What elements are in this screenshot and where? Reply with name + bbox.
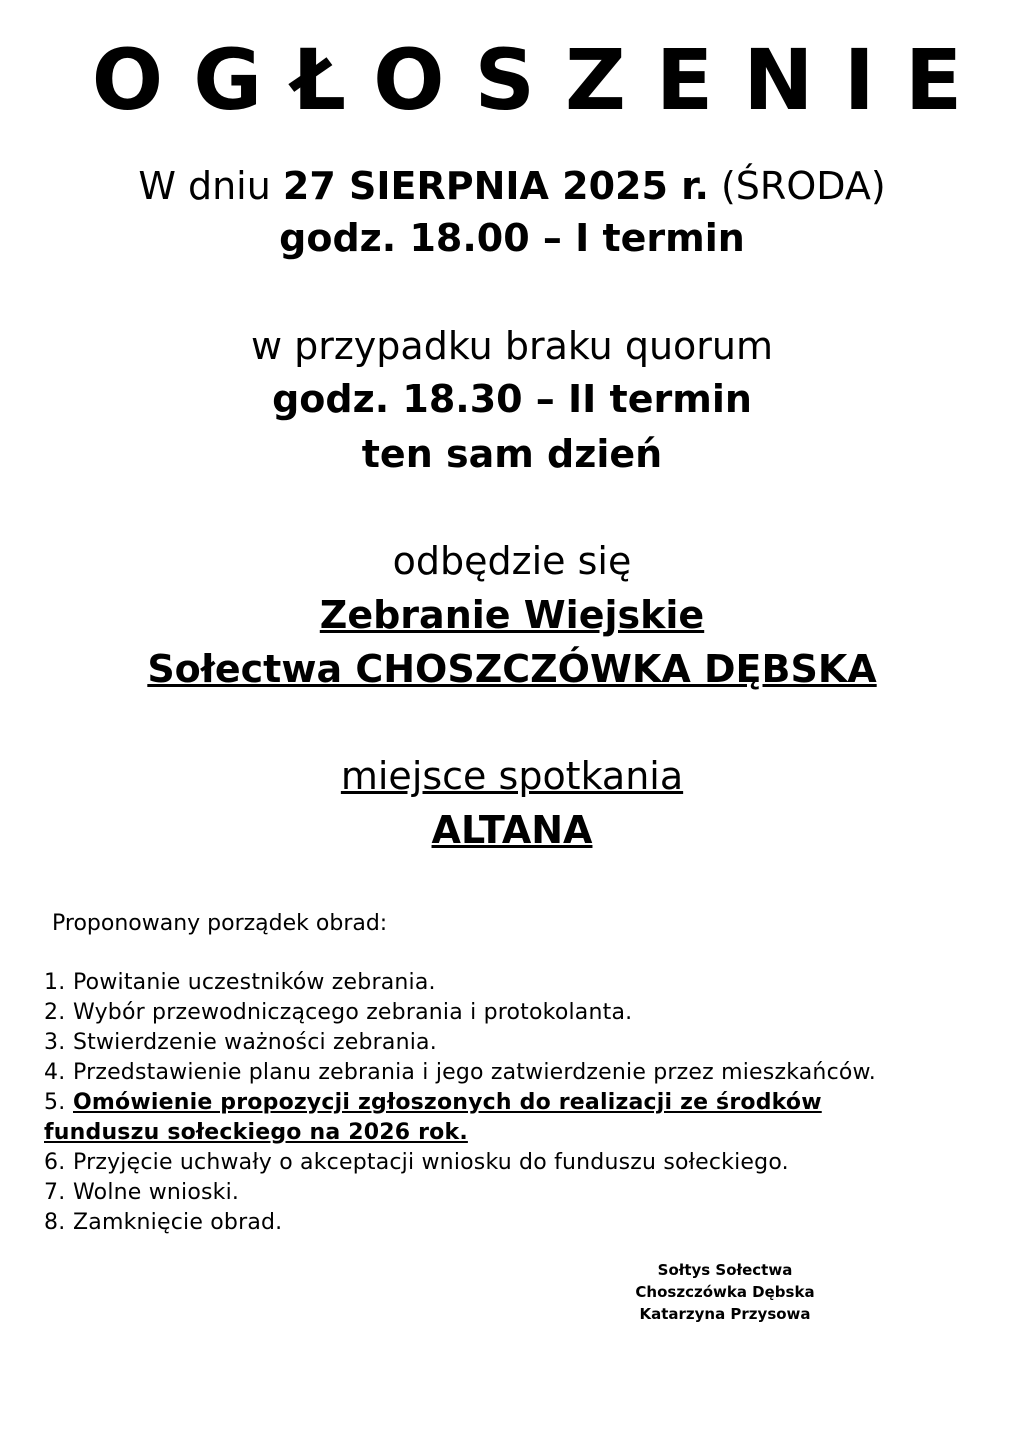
will-take-place-text: odbędzie się bbox=[392, 539, 632, 583]
signature-village: Choszczówka Dębska bbox=[635, 1283, 815, 1301]
first-term: godz. 18.00 – I termin bbox=[279, 216, 745, 260]
meeting-day: (ŚRODA) bbox=[708, 164, 886, 208]
agenda-item-text: Powitanie uczestników zebrania. bbox=[73, 970, 436, 995]
agenda-item-text: funduszu sołeckiego na 2026 rok. bbox=[44, 1120, 468, 1145]
announcement-title: OGŁOSZENIE bbox=[91, 31, 993, 129]
agenda-item-number: 4. bbox=[44, 1060, 66, 1085]
meeting-place: ALTANA bbox=[431, 808, 593, 852]
quorum-text: w przypadku braku quorum bbox=[250, 324, 774, 368]
agenda-item bbox=[44, 1208, 984, 1238]
agenda-item-number: 6. bbox=[44, 1150, 66, 1175]
date-prefix: W dniu bbox=[138, 164, 283, 208]
signature-name: Katarzyna Przysowa bbox=[639, 1305, 811, 1323]
agenda-item bbox=[44, 1058, 984, 1088]
agenda-title: Proponowany porządek obrad: bbox=[52, 911, 388, 936]
village-name: Sołectwa CHOSZCZÓWKA DĘBSKA bbox=[147, 647, 877, 691]
agenda-item-text: Przedstawienie planu zebrania i jego zatwierdzenie przez mieszkańców. bbox=[73, 1060, 876, 1085]
agenda-item-text: Przyjęcie uchwały o akceptacji wniosku do funduszu sołeckiego. bbox=[73, 1150, 789, 1175]
signature-title: Sołtys Sołectwa bbox=[657, 1261, 793, 1279]
signature-block bbox=[560, 1259, 890, 1325]
agenda-item bbox=[44, 998, 984, 1028]
agenda-item-highlighted-continuation bbox=[44, 1118, 984, 1148]
agenda-item-number: 8. bbox=[44, 1210, 66, 1235]
meeting-name: Zebranie Wiejskie bbox=[319, 593, 705, 637]
same-day-text: ten sam dzień bbox=[361, 432, 663, 476]
place-label: miejsce spotkania bbox=[340, 754, 684, 798]
agenda-item-number: 7. bbox=[44, 1180, 66, 1205]
agenda-item-text: Omówienie propozycji zgłoszonych do realizacji ze środków bbox=[73, 1090, 822, 1115]
agenda-item-text: Zamknięcie obrad. bbox=[73, 1210, 283, 1235]
agenda-item-text: Stwierdzenie ważności zebrania. bbox=[73, 1030, 437, 1055]
agenda-item-text: Wybór przewodniczącego zebrania i protokolanta. bbox=[73, 1000, 633, 1025]
agenda-list bbox=[44, 968, 984, 1238]
agenda-item bbox=[44, 1178, 984, 1208]
agenda-item-number: 2. bbox=[44, 1000, 66, 1025]
agenda-item bbox=[44, 968, 984, 998]
agenda-item-number: 1. bbox=[44, 970, 66, 995]
meeting-date: 27 SIERPNIA 2025 r. bbox=[282, 164, 709, 208]
agenda-item-text: Wolne wnioski. bbox=[73, 1180, 240, 1205]
agenda-item-highlighted bbox=[44, 1088, 984, 1118]
agenda-item bbox=[44, 1148, 984, 1178]
agenda-item bbox=[44, 1028, 984, 1058]
second-term: godz. 18.30 – II termin bbox=[272, 377, 752, 421]
agenda-item-number: 5. bbox=[44, 1090, 66, 1115]
agenda-item-number: 3. bbox=[44, 1030, 66, 1055]
date-line bbox=[0, 162, 1024, 210]
